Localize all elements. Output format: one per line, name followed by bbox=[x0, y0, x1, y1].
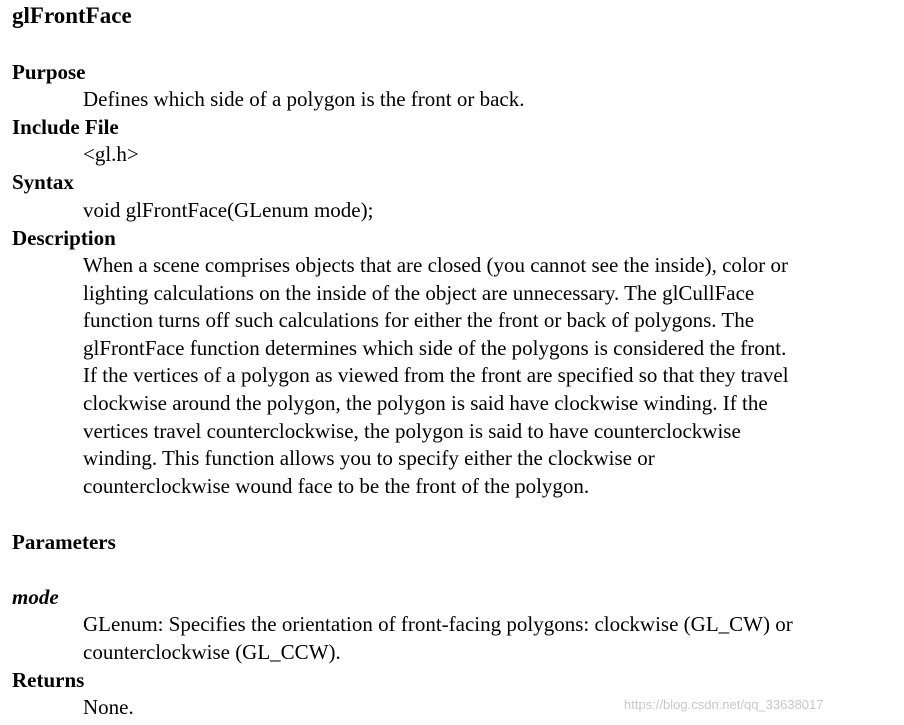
include-file-text: <gl.h> bbox=[83, 142, 139, 166]
returns-heading: Returns bbox=[12, 668, 85, 692]
description-line: vertices travel counterclockwise, the polygon is said to have counterclockwise bbox=[83, 418, 741, 443]
param-description-line: GLenum: Specifies the orientation of front-facing polygons: clockwise (GL_CW) or bbox=[83, 612, 793, 636]
description-line: function turns off such calculations for either the front or back of polygons. The bbox=[83, 308, 755, 333]
syntax-text: void glFrontFace(GLenum mode); bbox=[83, 198, 374, 222]
purpose-heading: Purpose bbox=[12, 60, 86, 84]
include-file-heading: Include File bbox=[12, 115, 119, 139]
description-line: glFrontFace function determines which side of the polygons is considered the front. bbox=[83, 335, 787, 360]
page-title: glFrontFace bbox=[12, 3, 132, 28]
param-description-line: counterclockwise (GL_CCW). bbox=[83, 640, 341, 664]
description-body bbox=[83, 252, 893, 500]
description-heading: Description bbox=[12, 226, 116, 250]
description-line: lighting calculations on the inside of the object are unnecessary. The glCullFace bbox=[83, 280, 755, 305]
description-line: counterclockwise wound face to be the front of the polygon. bbox=[83, 473, 590, 498]
syntax-heading: Syntax bbox=[12, 170, 74, 194]
param-name-mode: mode bbox=[12, 585, 59, 609]
parameters-heading: Parameters bbox=[12, 530, 116, 554]
purpose-text: Defines which side of a polygon is the front or back. bbox=[83, 87, 525, 111]
description-line: clockwise around the polygon, the polygon is said have clockwise winding. If the bbox=[83, 390, 768, 415]
watermark-text: https://blog.csdn.net/qq_33638017 bbox=[624, 697, 824, 712]
returns-text: None. bbox=[83, 695, 134, 719]
description-line: When a scene comprises objects that are closed (you cannot see the inside), color or bbox=[83, 253, 788, 277]
description-line: winding. This function allows you to specify either the clockwise or bbox=[83, 446, 655, 471]
description-line: If the vertices of a polygon as viewed from the front are specified so that they travel bbox=[83, 363, 789, 388]
